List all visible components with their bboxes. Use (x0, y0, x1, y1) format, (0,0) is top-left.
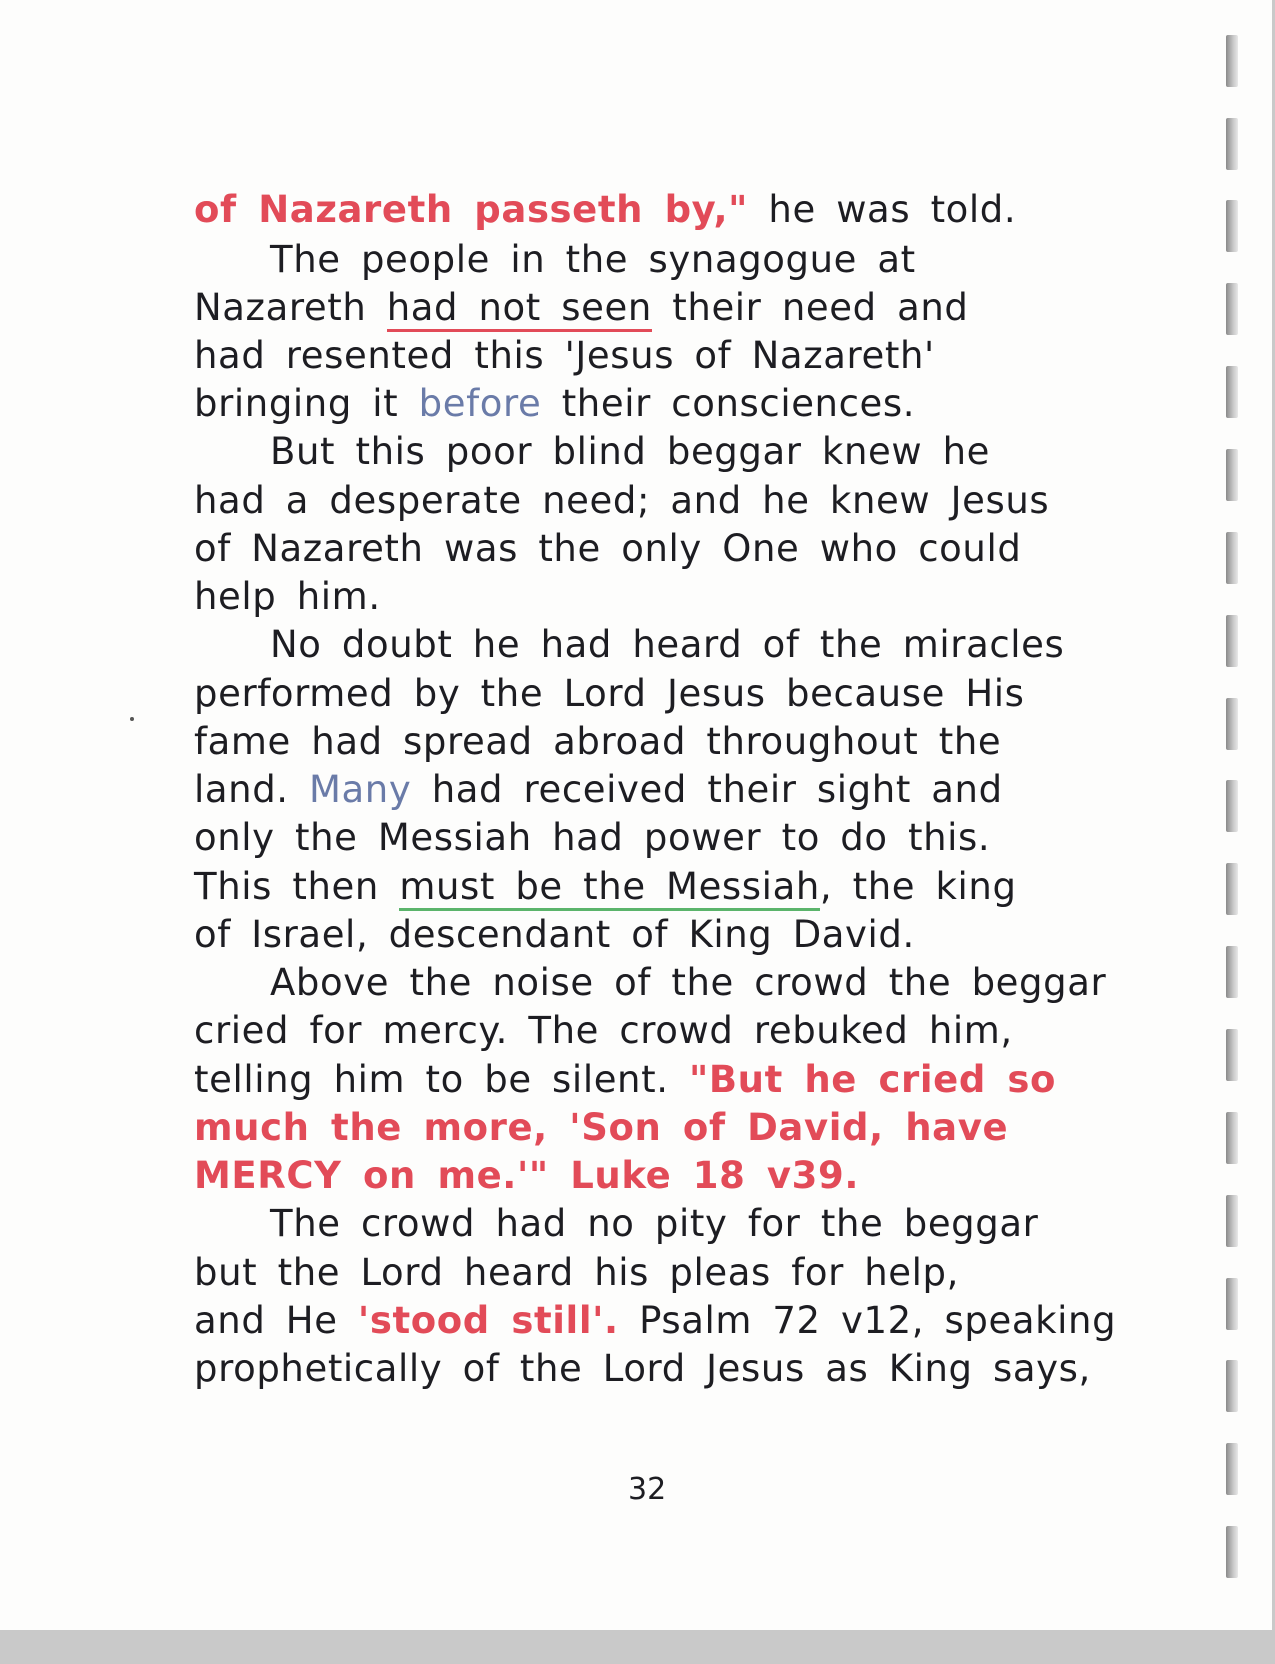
punch-hole (1226, 532, 1238, 584)
red-quote-text: "But he cried so (688, 1058, 1057, 1101)
line-text: Psalm 72 v12, speaking (618, 1299, 1117, 1342)
text-line (194, 1339, 1174, 1399)
line-text: performed by the Lord Jesus because His (194, 672, 1025, 715)
red-quote-text: much the more, 'Son of David, have (194, 1106, 1009, 1149)
punch-hole (1226, 863, 1238, 915)
punch-hole (1226, 118, 1238, 170)
line-text: and He (194, 1299, 358, 1342)
line-text: he was told. (748, 188, 1017, 231)
punch-hole (1226, 35, 1238, 87)
punch-hole (1226, 1112, 1238, 1164)
line-text: had resented this 'Jesus of Nazareth' (194, 334, 935, 377)
line-text: had a desperate need; and he knew Jesus (194, 479, 1050, 522)
green-underlined-text: must be the Messiah (399, 865, 820, 911)
line-text: land. (194, 768, 310, 811)
punch-hole (1226, 283, 1238, 335)
spiral-binding-holes (1222, 0, 1252, 1630)
line-text: had received their sight and (411, 768, 1003, 811)
blue-text: before (418, 382, 542, 425)
line-text: help him. (194, 575, 381, 618)
line-text: Above the noise of the crowd the beggar (270, 961, 1107, 1004)
line-text: their consciences. (541, 382, 916, 425)
line-text: cried for mercy. The crowd rebuked him, (194, 1009, 1013, 1052)
punch-hole (1226, 1360, 1238, 1412)
punch-hole (1226, 946, 1238, 998)
line-text: of Israel, descendant of King David. (194, 913, 915, 956)
punch-hole (1226, 1278, 1238, 1330)
ink-speck (130, 717, 134, 721)
line-text: But this poor blind beggar knew he (270, 430, 991, 473)
red-quote-text: 'stood still'. (357, 1299, 619, 1342)
blue-text: Many (309, 768, 412, 811)
line-text: The people in the synagogue at (270, 238, 916, 281)
red-quote-text: MERCY on me.'" Luke 18 v39. (194, 1154, 859, 1197)
line-text: This then (194, 865, 400, 908)
line-text: , the king (819, 865, 1017, 908)
punch-hole (1226, 366, 1238, 418)
punch-hole (1226, 615, 1238, 667)
line-text: only the Messiah had power to do this. (194, 816, 991, 859)
line-text: telling him to be silent. (194, 1058, 689, 1101)
punch-hole (1226, 1029, 1238, 1081)
punch-hole (1226, 200, 1238, 252)
line-text: No doubt he had heard of the miracles (270, 623, 1065, 666)
punch-hole (1226, 1195, 1238, 1247)
line-text: but the Lord heard his pleas for help, (194, 1251, 959, 1294)
line-text: of Nazareth was the only One who could (194, 527, 1022, 570)
line-text: prophetically of the Lord Jesus as King says, (194, 1347, 1091, 1390)
red-quote-text: of Nazareth passeth by," (194, 188, 749, 231)
line-text: bringing it (194, 382, 419, 425)
line-text: Nazareth (194, 286, 387, 329)
line-text: fame had spread abroad throughout the (194, 720, 1002, 763)
punch-hole (1226, 698, 1238, 750)
red-underlined-text: had not seen (387, 286, 652, 332)
punch-hole (1226, 780, 1238, 832)
line-text: their need and (651, 286, 969, 329)
punch-hole (1226, 449, 1238, 501)
line-text: The crowd had no pity for the beggar (270, 1202, 1039, 1245)
punch-hole (1226, 1526, 1238, 1578)
punch-hole (1226, 1443, 1238, 1495)
page-number: 32 (628, 1472, 667, 1507)
